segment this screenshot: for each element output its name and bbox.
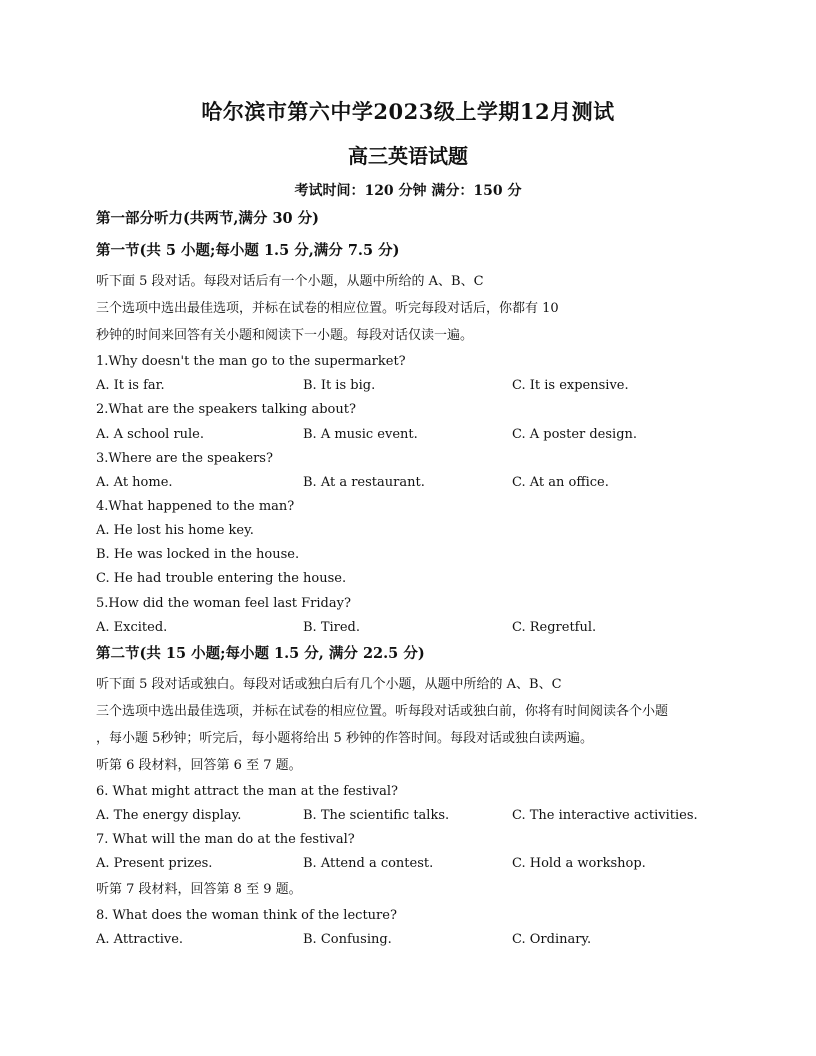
- question-1-option-a: A. It is far.: [96, 378, 165, 393]
- question-1: 1.Why doesn't the man go to the supermarket?: [96, 354, 406, 369]
- question-5-option-b: B. Tired.: [303, 620, 361, 635]
- question-8-option-a: A. Attractive.: [96, 932, 184, 947]
- question-7-option-a: A. Present prizes.: [96, 856, 213, 871]
- question-5-option-a: A. Excited.: [96, 620, 168, 635]
- question-2: 2.What are the speakers talking about?: [96, 402, 356, 417]
- question-8-option-b: B. Confusing.: [303, 932, 392, 947]
- section2-instruction-line: ，每小题 5秒钟；听完后，每小题将给出 5 秒钟的作答时间。每段对话或独白读两遍。: [96, 731, 593, 746]
- question-2-option-b: B. A music event.: [303, 427, 418, 442]
- exam-time-score: 考试时间：120 分钟 满分：150 分: [294, 183, 522, 199]
- section1-instruction-line: 秒钟的时间来回答有关小题和阅读下一小题。每段对话仅读一遍。: [96, 328, 474, 343]
- question-4-option-a: A. He lost his home key.: [96, 523, 254, 538]
- question-4-option-b: B. He was locked in the house.: [96, 547, 300, 562]
- material-6-instruction: 听第 6 段材料，回答第 6 至 7 题。: [96, 758, 302, 773]
- question-1-option-c: C. It is expensive.: [512, 378, 629, 393]
- question-6-option-c: C. The interactive activities.: [512, 808, 698, 823]
- section2-instruction-line: 三个选项中选出最佳选项，并标在试卷的相应位置。听每段对话或独白前，你将有时间阅读各个小题: [96, 704, 669, 719]
- question-7: 7. What will the man do at the festival?: [96, 832, 355, 847]
- question-3: 3.Where are the speakers?: [96, 451, 273, 466]
- exam-subtitle: 高三英语试题: [348, 144, 468, 168]
- question-8: 8. What does the woman think of the lecture?: [96, 908, 397, 923]
- section2-instruction-line: 听下面 5 段对话或独白。每段对话或独白后有几个小题，从题中所给的 A、B、C: [96, 677, 562, 692]
- section2-heading: 第二节(共 15 小题;每小题 1.5 分, 满分 22.5 分): [96, 645, 425, 662]
- question-4: 4.What happened to the man?: [96, 499, 295, 514]
- question-5: 5.How did the woman feel last Friday?: [96, 596, 351, 611]
- question-6: 6. What might attract the man at the festival?: [96, 784, 399, 799]
- question-3-option-a: A. At home.: [96, 475, 173, 490]
- question-7-option-b: B. Attend a contest.: [303, 856, 434, 871]
- question-3-option-b: B. At a restaurant.: [303, 475, 425, 490]
- question-1-option-b: B. It is big.: [303, 378, 376, 393]
- question-4-option-c: C. He had trouble entering the house.: [96, 571, 347, 586]
- question-5-option-c: C. Regretful.: [512, 620, 597, 635]
- section1-instruction-line: 三个选项中选出最佳选项，并标在试卷的相应位置。听完每段对话后，你都有 10: [96, 301, 559, 316]
- section1-instruction-line: 听下面 5 段对话。每段对话后有一个小题，从题中所给的 A、B、C: [96, 274, 484, 289]
- material-7-instruction: 听第 7 段材料，回答第 8 至 9 题。: [96, 882, 302, 897]
- question-7-option-c: C. Hold a workshop.: [512, 856, 646, 871]
- section1-heading: 第一节(共 5 小题;每小题 1.5 分,满分 7.5 分): [96, 242, 400, 259]
- question-6-option-b: B. The scientific talks.: [303, 808, 450, 823]
- question-3-option-c: C. At an office.: [512, 475, 609, 490]
- question-6-option-a: A. The energy display.: [96, 808, 242, 823]
- question-2-option-c: C. A poster design.: [512, 427, 638, 442]
- part1-heading: 第一部分听力(共两节,满分 30 分): [96, 210, 320, 227]
- exam-title: 哈尔滨市第六中学2023级上学期12月测试: [201, 99, 615, 124]
- question-2-option-a: A. A school rule.: [96, 427, 205, 442]
- question-8-option-c: C. Ordinary.: [512, 932, 592, 947]
